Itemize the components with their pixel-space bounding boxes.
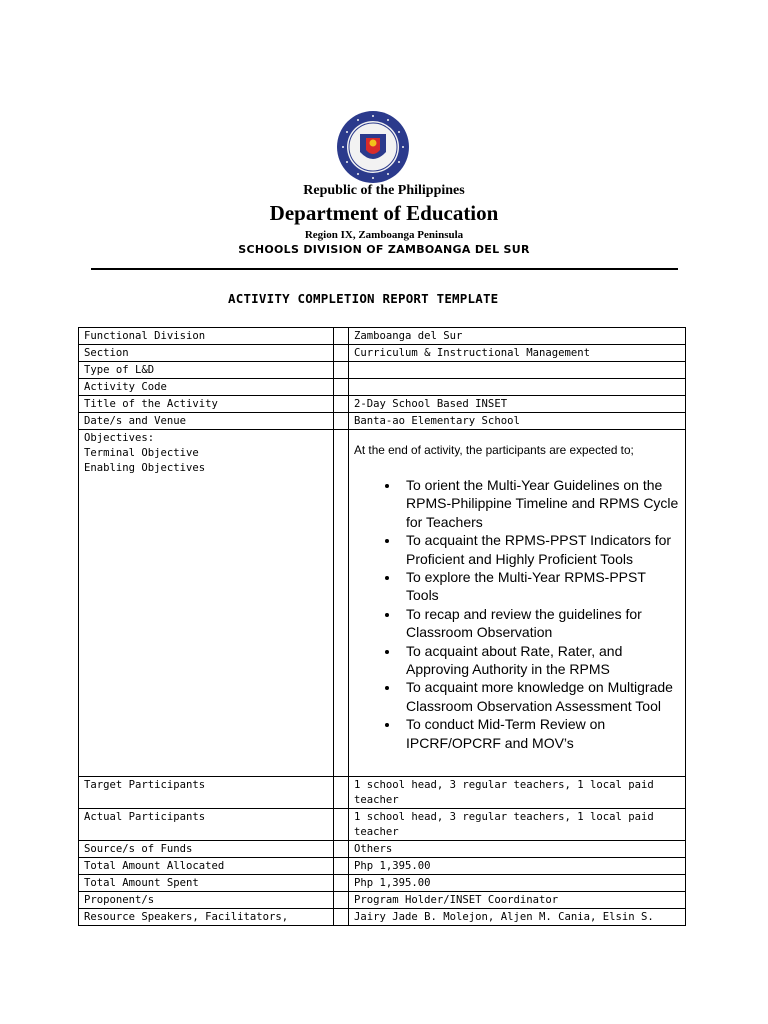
objective-item: • To acquaint about Rate, Rater, and Approving Authority in the RPMS bbox=[400, 642, 680, 679]
objectives-value-cell bbox=[349, 430, 686, 777]
report-form-table bbox=[78, 327, 686, 926]
republic-heading: Republic of the Philippines bbox=[303, 183, 465, 198]
field-value: Zamboanga del Sur bbox=[349, 328, 686, 345]
field-label: Target Participants bbox=[79, 777, 334, 809]
field-label: Title of the Activity bbox=[79, 396, 334, 413]
field-value: Banta-ao Elementary School bbox=[349, 413, 686, 430]
objectives-label: Objectives: bbox=[84, 432, 155, 444]
objective-item: • To explore the Multi-Year RPMS-PPST Tools bbox=[400, 568, 680, 605]
objective-item: • To conduct Mid-Term Review on IPCRF/OPCRF and MOV’s bbox=[400, 715, 680, 752]
field-label: Activity Code bbox=[79, 379, 334, 396]
objective-item: • To acquaint more knowledge on Multigrade Classroom Observation Assessment Tool bbox=[400, 678, 680, 715]
table-row bbox=[79, 875, 686, 892]
field-label: Source/s of Funds bbox=[79, 841, 334, 858]
table-row bbox=[79, 858, 686, 875]
spacer-cell bbox=[334, 858, 349, 875]
table-row bbox=[79, 379, 686, 396]
field-label: Section bbox=[79, 345, 334, 362]
field-value: 1 school head, 3 regular teachers, 1 local paid teacher bbox=[349, 809, 686, 841]
spacer-cell bbox=[334, 875, 349, 892]
spacer-cell bbox=[334, 345, 349, 362]
field-label: Total Amount Spent bbox=[79, 875, 334, 892]
table-row bbox=[79, 909, 686, 926]
spacer-cell bbox=[334, 396, 349, 413]
deped-seal-logo bbox=[336, 110, 410, 184]
division-subtitle: SCHOOLS DIVISION OF ZAMBOANGA DEL SUR bbox=[238, 243, 530, 256]
enabling-objectives-label: Enabling Objectives bbox=[84, 462, 206, 474]
spacer-cell bbox=[334, 892, 349, 909]
field-label: Type of L&D bbox=[79, 362, 334, 379]
table-row bbox=[79, 328, 686, 345]
spacer-cell bbox=[334, 777, 349, 809]
field-label: Resource Speakers, Facilitators, bbox=[79, 909, 334, 926]
field-label: Actual Participants bbox=[79, 809, 334, 841]
table-row bbox=[79, 413, 686, 430]
table-row bbox=[79, 841, 686, 858]
table-row bbox=[79, 777, 686, 809]
spacer-cell bbox=[334, 841, 349, 858]
table-row bbox=[79, 362, 686, 379]
field-value: 1 school head, 3 regular teachers, 1 local paid teacher bbox=[349, 777, 686, 809]
field-value: Php 1,395.00 bbox=[349, 875, 686, 892]
field-label: Functional Division bbox=[79, 328, 334, 345]
field-value: Jairy Jade B. Molejon, Aljen M. Cania, Elsin S. bbox=[349, 909, 686, 926]
spacer-cell bbox=[334, 328, 349, 345]
objective-item: • To recap and review the guidelines for Classroom Observation bbox=[400, 605, 680, 642]
region-subtitle: Region IX, Zamboanga Peninsula bbox=[304, 229, 464, 241]
spacer-cell bbox=[334, 809, 349, 841]
field-label: Date/s and Venue bbox=[79, 413, 334, 430]
objective-item: • To orient the Multi-Year Guidelines on the RPMS-Philippine Timeline and RPMS Cycle for Teachers bbox=[400, 476, 680, 531]
field-value: Curriculum & Instructional Management bbox=[349, 345, 686, 362]
objective-item: • To acquaint the RPMS-PPST Indicators for Proficient and Highly Proficient Tools bbox=[400, 531, 680, 568]
field-value: 2-Day School Based INSET bbox=[349, 396, 686, 413]
objectives-list bbox=[354, 476, 680, 752]
table-row bbox=[79, 809, 686, 841]
field-value bbox=[349, 379, 686, 396]
spacer-cell bbox=[334, 379, 349, 396]
spacer-cell bbox=[334, 909, 349, 926]
spacer-cell bbox=[334, 413, 349, 430]
field-value bbox=[349, 362, 686, 379]
field-value: Php 1,395.00 bbox=[349, 858, 686, 875]
field-value: Others bbox=[349, 841, 686, 858]
spacer-cell bbox=[334, 362, 349, 379]
table-row bbox=[79, 345, 686, 362]
report-title: ACTIVITY COMPLETION REPORT TEMPLATE bbox=[228, 291, 499, 306]
field-label: Proponent/s bbox=[79, 892, 334, 909]
objectives-label-cell bbox=[79, 430, 334, 777]
table-row bbox=[79, 396, 686, 413]
table-row bbox=[79, 892, 686, 909]
spacer-cell bbox=[334, 430, 349, 777]
header-divider bbox=[91, 268, 678, 270]
field-label: Total Amount Allocated bbox=[79, 858, 334, 875]
terminal-objective-label: Terminal Objective bbox=[84, 447, 199, 459]
field-value: Program Holder/INSET Coordinator bbox=[349, 892, 686, 909]
department-title: Department of Education bbox=[269, 201, 499, 225]
objectives-intro: At the end of activity, the participants are expected to; bbox=[354, 443, 634, 457]
table-row-objectives bbox=[79, 430, 686, 777]
